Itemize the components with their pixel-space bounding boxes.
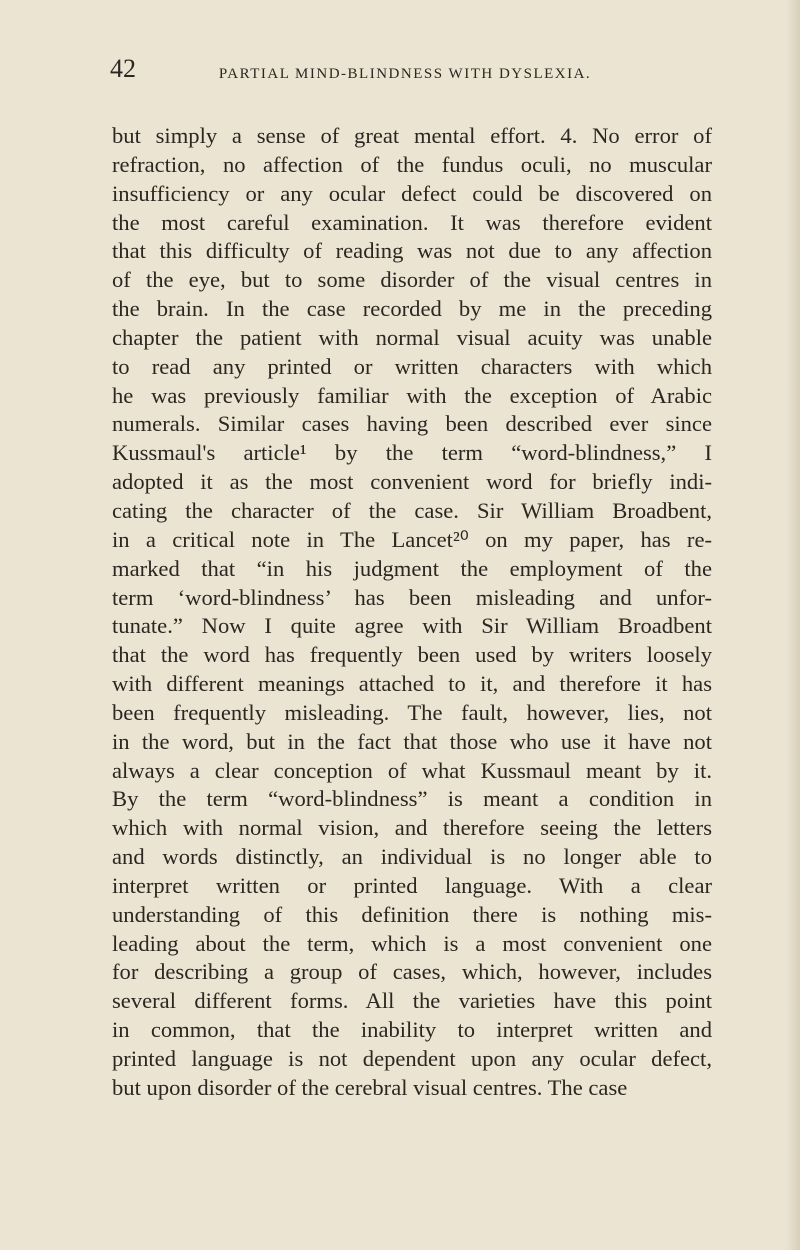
text-line: with different meanings attached to it, and therefore it has (112, 671, 712, 697)
text-line: to read any printed or written characters with which (112, 353, 712, 379)
page-header (110, 54, 700, 92)
body-text (112, 122, 712, 1103)
text-line: insufficiency or any ocular defect could be discovered on (112, 180, 712, 206)
text-line: he was previously familiar with the exception of Arabic (112, 382, 712, 408)
text-line: tunate.” Now I quite agree with Sir William Broadbent (112, 613, 712, 639)
text-line: the most careful examination. It was therefore evident (112, 209, 712, 235)
text-line: marked that “in his judgment the employment of the (112, 555, 712, 581)
text-line: several different forms. All the varieties have this point (112, 988, 712, 1014)
text-line: By the term “word-blindness” is meant a condition in (112, 786, 712, 812)
text-line: that this difficulty of reading was not due to any affection (112, 238, 712, 264)
text-line: but upon disorder of the cerebral visual centres. The case (112, 1074, 628, 1100)
text-line: numerals. Similar cases having been described ever since (112, 411, 712, 437)
text-line: the brain. In the case recorded by me in the preceding (112, 296, 712, 322)
text-line: printed language is not dependent upon any ocular defect, (112, 1046, 712, 1071)
text-line: which with normal vision, and therefore seeing the letters (112, 815, 712, 841)
text-line: and words distinctly, an individual is no longer able to (112, 844, 712, 870)
text-line: leading about the term, which is a most convenient one (112, 930, 712, 956)
text-line: refraction, no affection of the fundus oculi, no muscular (112, 151, 712, 177)
text-line: but simply a sense of great mental effort. 4. No error of (112, 123, 712, 148)
running-head: PARTIAL MIND-BLINDNESS WITH DYSLEXIA. (218, 66, 592, 82)
text-line: been frequently misleading. The fault, however, lies, not (112, 699, 712, 725)
text-line: chapter the patient with normal visual acuity was unable (112, 324, 712, 350)
text-line: of the eye, but to some disorder of the visual centres in (112, 267, 712, 293)
text-line: that the word has frequently been used by writers loosely (112, 642, 712, 668)
text-line: understanding of this definition there is nothing mis- (112, 901, 712, 927)
page-number: 42 (110, 54, 136, 83)
text-line: Kussmaul's article¹ by the term “word-blindness,” I (112, 440, 712, 466)
text-line: in a critical note in The Lancet²⁰ on my paper, has re- (112, 526, 712, 552)
text-line: always a clear conception of what Kussmaul meant by it. (112, 757, 712, 783)
text-line: for describing a group of cases, which, however, includes (112, 959, 712, 985)
text-line: adopted it as the most convenient word for briefly indi- (112, 469, 712, 495)
page-edge-shadow (786, 0, 800, 1250)
text-line: in the word, but in the fact that those who use it have not (112, 728, 712, 754)
text-line: cating the character of the case. Sir William Broadbent, (112, 497, 712, 523)
text-line: in common, that the inability to interpret written and (112, 1017, 712, 1043)
text-line: interpret written or printed language. With a clear (112, 872, 712, 898)
text-line: term ‘word-blindness’ has been misleading and unfor- (112, 584, 712, 610)
